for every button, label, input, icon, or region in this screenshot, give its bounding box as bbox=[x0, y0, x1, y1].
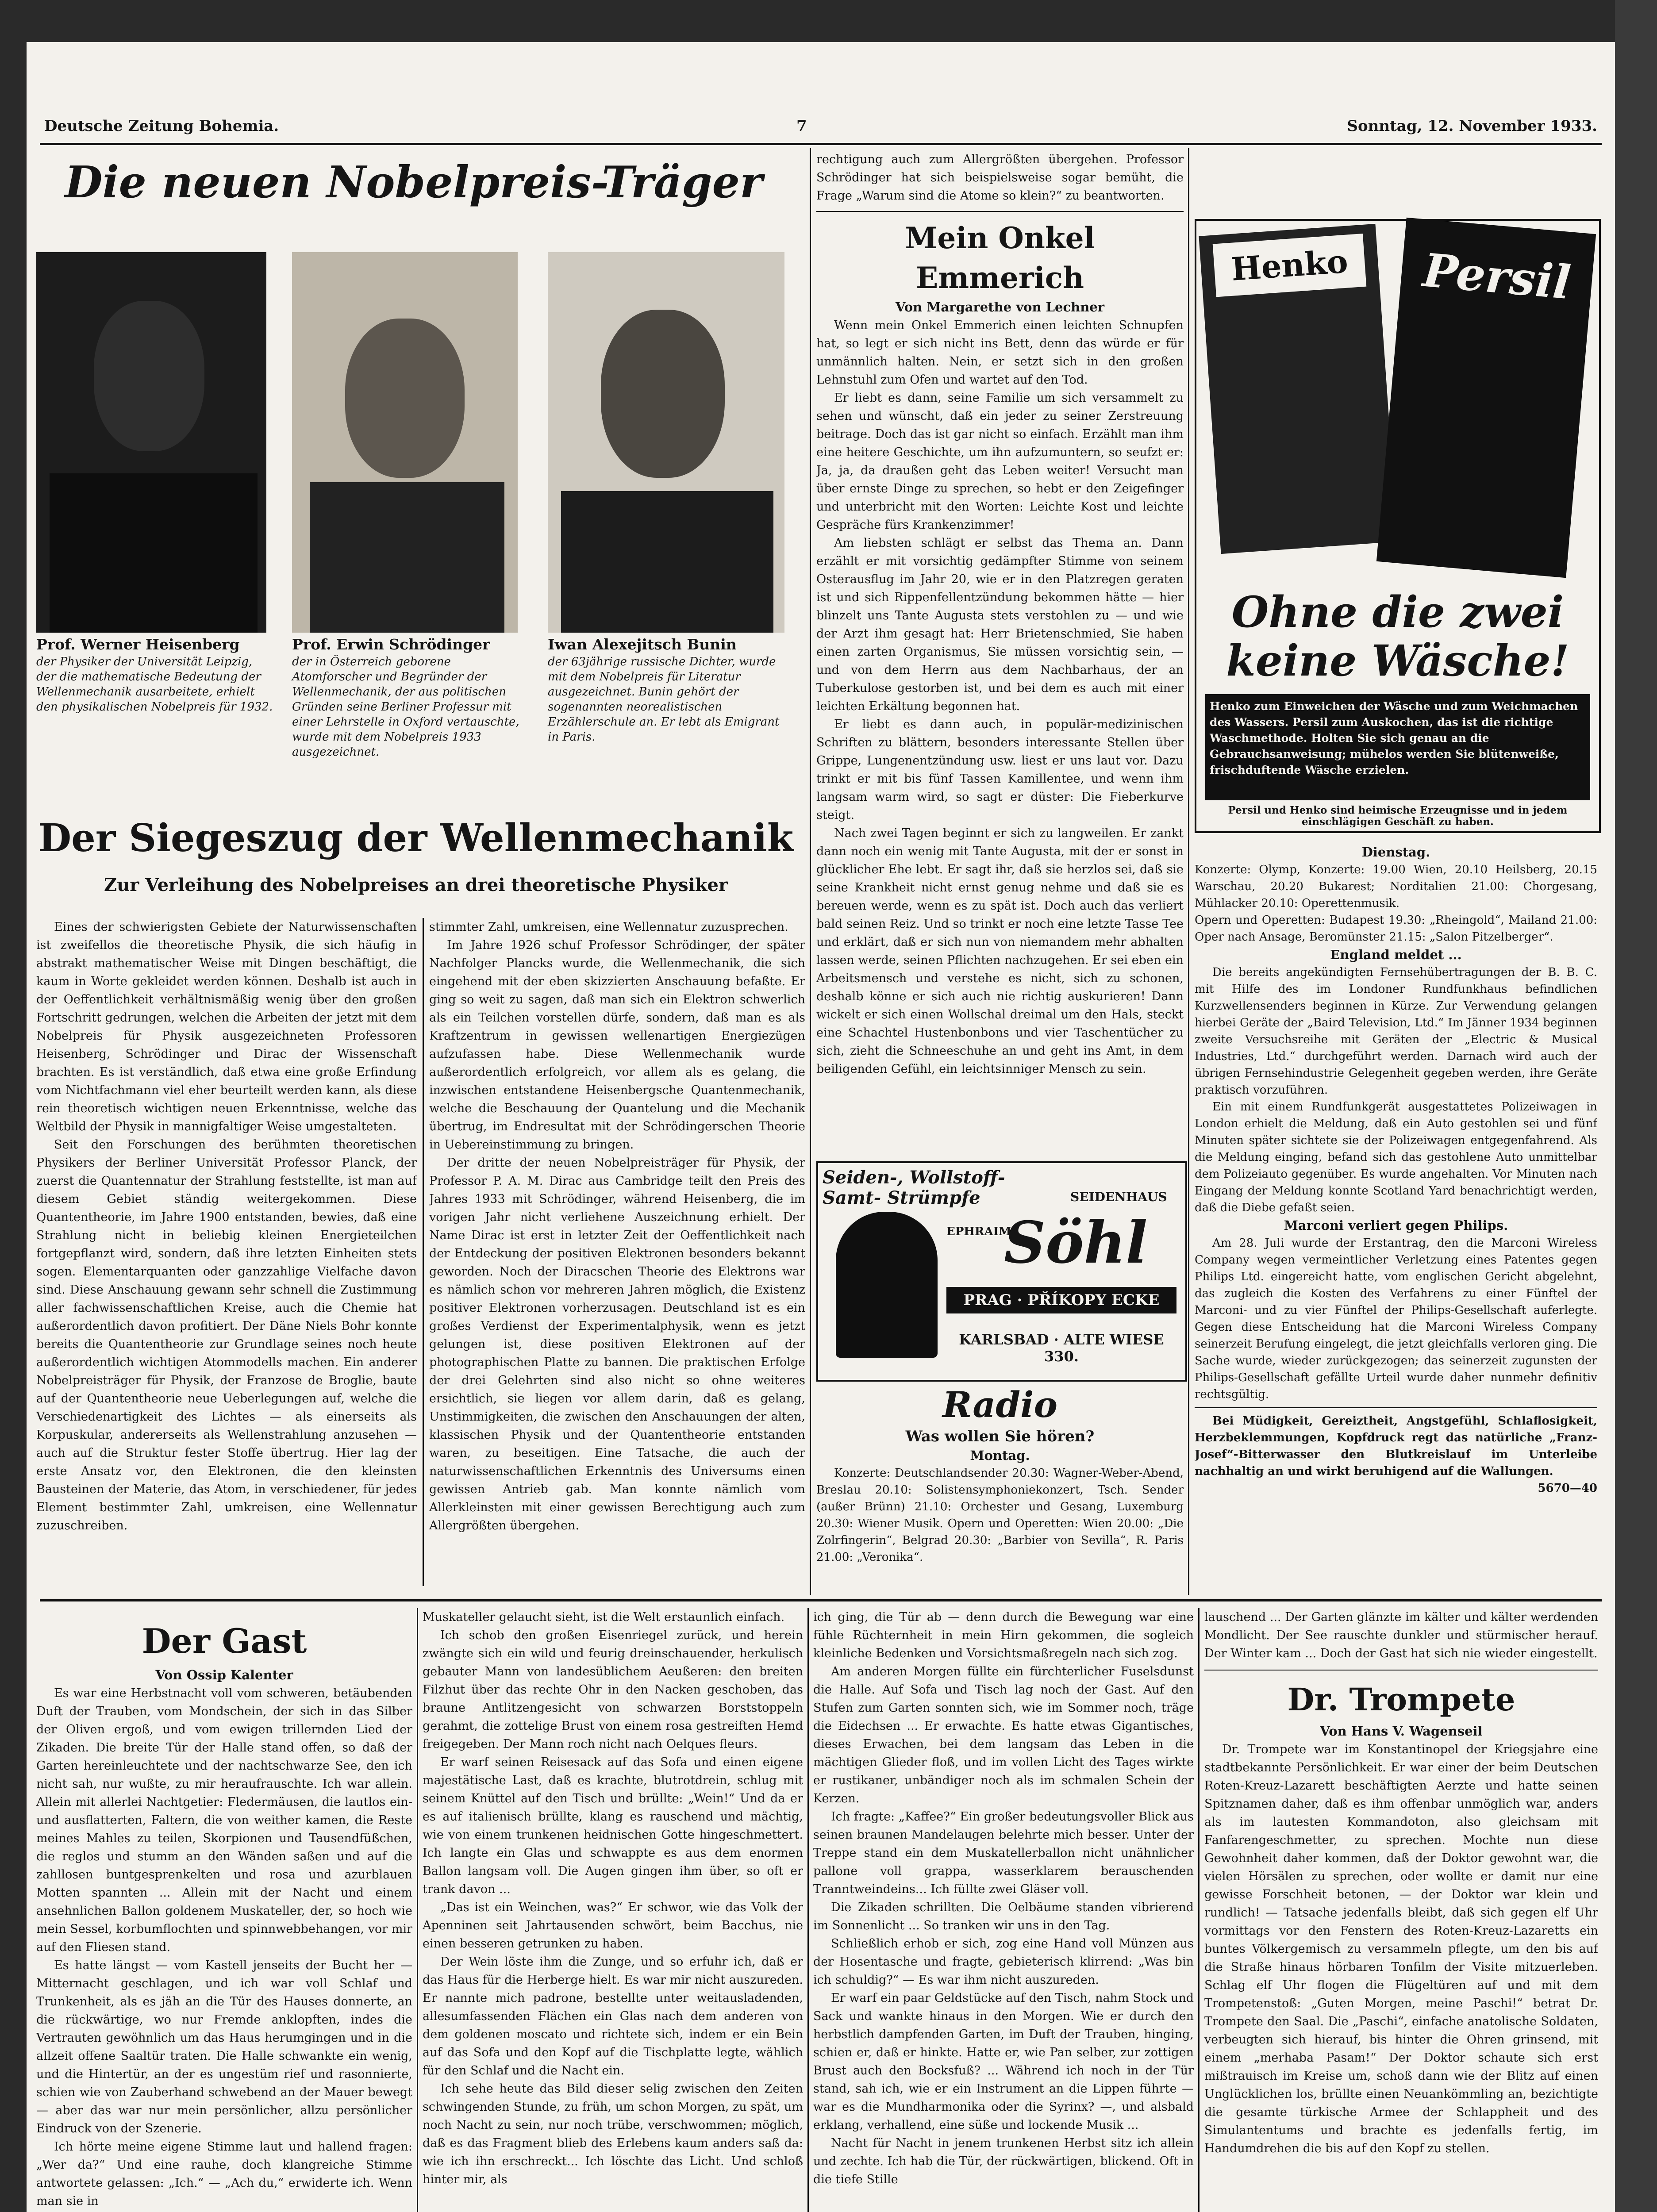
gast-column-2: Muskateller gelaucht sieht, ist die Welt erstaunlich einfach. Ich schob den großen Eisenriegel zurück, und herein zwängte sich ein wild und feurig dreinschauender, herkulisch gebauter Mann von landesüblichem Aeußeren: den breiten Filzhut über das rechte Ohr in den Nacken geschoben, das braune Antlitzengesicht von schwarzen Borststoppeln gerahmt, die zottelige Brust von einem rosa gestreiften Hemd freigegeben. Der Mann roch nicht nach Oelques fleurs. Er warf seinen Reisesack auf das Sofa und einen eigene majestätische Last, daß es krachte, blutrotdrein, schlug mit seinem Knüttel auf den Tisch und brüllte: „Wein!“ Und da er es auf italienisch brüllte, klang es rauschend und mächtig, wie von einem trunkenen heidnischen Gotte hingeschmettert. Ich langte ein Glas und schwappte es aus dem enormen Ballon langsam voll. Die Augen gingen ihm über, so oft er trank davon ... „Das ist ein Weinchen, was?“ Er schwor, wie das Volk der Apenninen seit Jahrtausenden schwört, beim Bacchus, nie einen besseren getrunken zu haben. Der Wein löste ihm die Zunge, und so erfuhr ich, daß er das Haus für die Herberge hielt. Es war mir nicht auszureden. Er nannte mich padrone, bestellte unter weitausladenden, allesumfassenden Flächen ein Glas nach dem anderen von dem goldenen moscato und richtete sich, indem er ein Bein auf das Sofa und den Kopf auf die Tischplatte legte, wählich für den Schlaf und die Nacht ein. Ich sehe heute das Bild dieser selig zwischen den Zeiten schwingenden Stunde, zu früh, um schon Morgen, zu spät, um noch Nacht zu sein, nur noch trübe, verschwommen; möglich, daß es das Fragment blieb des Erlebens kaum anders saß da: wie ich ihn erschreckt... Ich löschte das Licht. Und schloß hinter mir, als bbox=[423, 1610, 803, 2186]
radio-day: Montag. bbox=[970, 1448, 1030, 1463]
radio-column: Radio Was wollen Sie hören? Montag. Konzerte: Deutschlandsender 20.30: Wagner-Weber-Abend, Breslau 20.10: Solistensymphoniekonzert, Tsch. Sender (außer Brünn) 21.10: Orchester und Gesang, Luxemburg 20.30: Wiener Musik. Opern und Operetten: Wien 20.00: „Die Zolrfingerin“, Belgrad 20.30: „Barbier von Sevilla“, R. Paris 21.00: „Veronika“. bbox=[816, 1382, 1184, 1595]
soehl-advertisement[interactable] bbox=[816, 1161, 1187, 1382]
column-rule bbox=[1198, 1608, 1199, 2212]
soehl-ephraim: EPHRAIM bbox=[946, 1225, 1011, 1238]
newspaper-page bbox=[27, 42, 1615, 2212]
header-date: Sonntag, 12. November 1933. bbox=[1347, 117, 1597, 135]
persil-advertisement[interactable] bbox=[1195, 219, 1601, 833]
henko-package bbox=[1199, 224, 1397, 554]
column-rule bbox=[423, 918, 424, 1586]
photo-heisenberg bbox=[36, 252, 266, 633]
nobel-title: Die neuen Nobelpreis-Träger bbox=[65, 157, 763, 208]
note-code: 5670—40 bbox=[1538, 1482, 1597, 1495]
persil-slogan: Ohne die zwei keine Wäsche! bbox=[1226, 587, 1569, 686]
trompete-author: Von Hans V. Wagenseil bbox=[1320, 1724, 1483, 1739]
siegeszug-column-1: Eines der schwierigsten Gebiete der Naturwissenschaften ist zweifellos die theoretische Physik, die sich häufig in abstrakt mathematischer Weise mit Dingen beschäftigt, die kaum in Worte gekleidet werden können. Deshalb ist auch in der Oeffentlichkeit verhältnismäßig wenig über den großen Fortschritt gedrungen, welchen die Arbeiten der jetzt mit dem Nobelpreis für Physik ausgezeichneten Professoren Heisenberg, Schrödinger und Dirac der Wissenschaft brachten. Es ist verständlich, daß etwa eine große Erfindung vom Nichtfachmann viel eher beurteilt werden kann, als diese rein theoretisch wichtigen neuen Erkenntnisse, welche das Weltbild der Physik in mannigfaltiger Weise umgestalteten. Seit den Forschungen des berühmten theoretischen Physikers der Berliner Universität Professor Planck, der zuerst die Quantennatur der Strahlung feststellte, ist man auf diesem Gebiet ständig weitergekommen. Diese Quantentheorie, im Jahre 1900 entstanden, bewies, daß eine Strahlung nicht in beliebig kleinen Energieteilchen fortgepflanzt wird, sondern, daß ihre letzten Einheiten stets sogen. Elementarquanten oder ganzzahlige Vielfache davon sind. Diese Anschauung gewann sehr schnell die Zustimmung aller fachwissenschaftlichen Kreise, auch die Chemie hat außerordentlich davon profitiert. Der Däne Niels Bohr konnte bereits die Quantentheorie zur Grundlage seines noch heute außerordentlich wichtigen Atommodells machen. Ein anderer Nobelpreisträger für Physik, der Franzose de Broglie, baute auf der Quantentheorie neue Ueberlegungen auf, welche die Verschiedenartigkeit des Lichtes — als einerseits als Korpuskular, andererseits als Wellenstrahlung anzusehen — auch auf die Struktur fester Stoffe übertrug. Hier lag der erste Ansatz vor, den Elektronen, die den kleinsten Bausteinen der Materie, das Atom, in verschiedener, für jedes Element bestimmter Zahl, umkreisen, eine Wellennatur zuzuschreiben. bbox=[36, 920, 417, 1532]
section-rule bbox=[40, 1599, 1602, 1601]
soehl-products: Seiden-, Wollstoff- Samt- Strümpfe bbox=[823, 1167, 1005, 1208]
gast-author: Von Ossip Kalenter bbox=[155, 1667, 293, 1682]
column-rule bbox=[417, 1608, 418, 2212]
siegeszug-subtitle: Zur Verleihung des Nobelpreises an drei theoretische Physiker bbox=[104, 875, 728, 895]
caption-bunin: Iwan Alexejitsch Bunin der 63jährige russische Dichter, wurde mit dem Nobelpreis für Literatur ausgezeichnet. Bunin gehört der sogenannten neorealistischen Erzählerschule an. Er lebt als Emigrant in Paris. bbox=[548, 636, 780, 744]
caption-heisenberg: Prof. Werner Heisenberg der Physiker der Universität Leipzig, der die mathematische Bedeutung der Wellenmechanik ausarbeitete, erhielt den physikalischen Nobelpreis für 1932. bbox=[36, 636, 273, 714]
soehl-seidenhaus: SEIDENHAUS bbox=[1070, 1190, 1167, 1204]
tuesday-heading: Dienstag. bbox=[1361, 845, 1430, 860]
persil-footer: Persil und Henko sind heimische Erzeugnisse und in jedem einschlägigen Geschäft zu haben. bbox=[1228, 804, 1568, 828]
soehl-prague-address: PRAG · PŘÍKOPY ECKE MÜSTEK bbox=[946, 1287, 1176, 1313]
header-rule bbox=[40, 143, 1602, 145]
scan-edge bbox=[1615, 0, 1657, 2212]
onkel-column: rechtigung auch zum Allergrößten übergehen. Professor Schrödinger hat sich beispielsweise sogar bemüht, die Frage „Warum sind die Atome so klein?“ zu beantworten. Mein Onkel Emmerich Von Margarethe von Lechner Wenn mein Onkel Emmerich einen leichten Schnupfen hat, so legt er sich nicht ins Bett, denn das würde er für unmännlich halten. Nein, er setzt sich in den großen Lehnstuhl zum Ofen und wartet auf den Tod. Er liebt es dann, seine Familie um sich versammelt zu sehen und wünscht, daß ein jeder zu seiner Zerstreuung beitrage. Doch das ist gar nicht so einfach. Erzählt man ihm eine heitere Geschichte, um ihn aufzumuntern, so seufzt er: Ja, ja, da draußen geht das Leben weiter! Versucht man über ernste Dinge zu sprechen, so hebt er den Zeigefinger und unterbricht mit den Worten: Leichte Kost und leichte Gespräche fürs Krankenzimmer! Am liebsten schlägt er selbst das Thema an. Dann erzählt er mit vorsichtig gedämpfter Stimme von seinem Osterausflug im Jahr 20, wie er in den Platzregen geraten ist und sich Rippenfellentzündung bekommen hätte — hier blinzelt uns Tante Augusta stets verstohlen zu — und wie der Arzt ihm gesagt hat: Herr Brietenschmied, Sie haben einen zarten Organismus, Sie müssen vorsichtig sein, — und von dem Herrn aus dem Nachbarhaus, der an Tuberkulose gestorben ist, und bei dem es auch mit einer leichten Erkältung begonnen hat. Er liebt es dann auch, in populär-medizinischen Schriften zu blättern, besonders interessante Stellen über Grippe, Lungenentzündung usw. liest er uns laut vor. Dazu trinkt er mit bis fünf Tassen Kamillentee, und wenn ihm langsam warm wird, so sagt er düster: Die Fieberkurve steigt. Nach zwei Tagen beginnt er sich zu langweilen. Er zankt dann noch ein wenig mit Tante Augusta, mit der er sonst in glücklicher Ehe lebt. Er sagt ihr, daß sie herzlos sei, daß sie seine Krankheit nicht ernst genug nehme und daß sie es bereuen werde, wenn es zu spät ist. Doch auch das verliert bald seinen Reiz. Und so trinkt er noch eine letzte Tasse Tee und erklärt, daß er sich nun von niemandem mehr abhalten lassen werde, seinen Pflichten nachzugehen. Er sei eben ein Arbeitsmensch und verstehe es nicht, sich zu schonen, deshalb könne er sich auch nie richtig auskurieren! Dann wickelt er sich einen Wollschal dreimal um den Hals, steckt eine Schachtel Hustenbonbons und vier Taschentücher zu sich, zieht die Schneeschuhe an und geht ins Amt, in dem beiligenden Gefühl, ein leichtsinniger Mensch zu sein. bbox=[816, 153, 1184, 1076]
soehl-karlsbad-address: KARLSBAD · ALTE WIESE 330. bbox=[959, 1331, 1164, 1365]
trompete-title: Dr. Trompete bbox=[1287, 1681, 1515, 1718]
henko-brand: Henko bbox=[1213, 234, 1367, 297]
gast-column-4: lauschend ... Der Garten glänzte im kälter und kälter werdenden Mondlicht. Der See rauschte dunkler und stürmischer herauf. Der Winter kam ... Doch der Gast hat sich nie wieder eingestellt. Dr. Trompete Von Hans V. Wagenseil Dr. Trompete war im Konstantinopel der Kriegsjahre eine stadtbekannte Persönlichkeit. Er war einer der beim Deutschen Roten-Kreuz-Lazarett beschäftigten Aerzte und hatte seinen Spitznamen daher, daß es ihm offenbar unmöglich war, anders als im lautesten Kommandoton, also gleichsam mit Fanfarengeschmetter, zu sprechen. Mochte nun diese Gewohnheit daher kommen, daß der Doktor gewohnt war, die vielen Hörsälen zu sprechen, oder wollte er damit nur eine gewisse Forschheit betonen, — der Doktor war klein und rundlich! — Tatsache jedenfalls bleibt, daß sich gegen elf Uhr vormittags vor den Fenstern des Roten-Kreuz-Lazaretts ein buntes Völkergemisch zu versammeln pflegte, um den bis auf die Straße hinaus hörbaren Tonfilm der Visite mitzuerleben. Schlag elf Uhr flogen die Flügeltüren auf und mit dem Trompetenstoß: „Guten Morgen, meine Paschi!“ betrat Dr. Trompete den Saal. Die „Paschi“, einfache anatolische Soldaten, verbeugten sich hierauf, bis hinter die Ohren grinsend, mit einem „merhaba Pasam!“ Der Doktor schaute sich erst mißtrauisch im Kreise um, schoß dann wie der Blitz auf einen Unglücklichen los, brüllte einen Neuankömmling an, bezichtigte die gesamte türkische Armee der Schlappheit und des Simulantentums und brachte es jedenfalls fertig, im Handumdrehen die bis auf den Kopf zu stellen. bbox=[1204, 1610, 1598, 2155]
radio-news-column: Dienstag. Konzerte: Olymp, Konzerte: 19.00 Wien, 20.10 Heilsberg, 20.15 Warschau, 20.20 Bukarest; Norditalien 21.00: Chorgesang, Mühlacker 20.10: Operettenmusik. Opern und Operetten: Budapest 19.30: „Rheingold“, Mailand 21.00: Oper nach Ansage, Beromünster 21.15: „Salon Pitzelberger“. England meldet ... Die bereits angekündigten Fernsehübertragungen der B. B. C. mit Hilfe des im Londoner Rundfunkhaus befindlichen Kurzwellensenders beginnen in Kürze. Zur Verwendung gelangen hierbei Geräte der „Baird Television, Ltd.“ Im Jänner 1934 beginnen zweite Versuchsreihe mit Geräten der „Electric & Musical Industries, Ltd.“ durchgeführt werden. Darnach wird auch der übrigen Fernsehindustrie Gelegenheit gegeben werden, ihre Geräte praktisch vorzuführen. Ein mit einem Rundfunkgerät ausgestattetes Polizeiwagen in London erhielt die Meldung, daß ein Auto gestohlen sei und fünf Minuten später sichtete sie der Polizeiwagen entgegenfahrend. Als die Meldung einging, befand sich das gestohlene Auto unmittelbar dem Polizeiauto gegenüber. Es wurde angehalten. Vor Minuten nach Eingang der Meldung konnte Scotland Yard benachrichtigt werden, daß die Diebe gefaßt seien. Marconi verliert gegen Philips. Am 28. Juli wurde der Erstantrag, den die Marconi Wireless Company wegen vermeintlicher Verletzung eines Patentes gegen Philips Ltd. eingereicht hatte, vom englischen Gericht abgelehnt, das zugleich die Kosten des Verfahrens zu einer Fünftel der Marconi- und zu vier Fünftel der Philips-Gesellschaft auferlegte. Gegen diese Entscheidung hat die Marconi Wireless Company seinerzeit Berufung eingelegt, die jetzt gleichfalls verloren ging. Die Sache wurde, wieder zurückgezogen; das seinerzeit zugunsten der Philips-Gesellschaft gefällte Urteil wurde daher nunmehr definitiv rechtsgültig. Bei Müdigkeit, Gereiztheit, Angstgefühl, Schlaflosigkeit, Herzbeklemmungen, Kopfdruck regt das natürliche „Franz-Josef“-Bitterwasser den Blutkreislauf im Unterleibe nachhaltig an und wirkt beruhigend auf die Wallungen. 5670—40 bbox=[1195, 843, 1597, 1595]
siegeszug-column-2: stimmter Zahl, umkreisen, eine Wellennatur zuzusprechen. Im Jahre 1926 schuf Professor Schrödinger, der später Nachfolger Plancks wurde, die Wellenmechanik, die sich eingehend mit der eben skizzierten Anschauung befaßte. Er ging so weit zu sagen, daß man sich ein Elektron schwerlich als ein Teilchen vorstellen dürfe, sondern, daß man es als Kraftzentrum in gewissen wellenartigen Energiezügen aufzufassen habe. Diese Wellenmechanik wurde außerordentlich erfolgreich, vor allem als es gelang, die inzwischen entstandene Heisenbergsche Quantenmechanik, welche die Beschauung der Quantelung und die Mechanik übertrug, im Endresultat mit der Schrödingerschen Theorie in Uebereinstimmung zu bringen. Der dritte der neuen Nobelpreisträger für Physik, der Professor P. A. M. Dirac aus Cambridge teilt den Preis des Jahres 1933 mit Schrödinger, während Heisenberg, die im vorigen Jahr nicht verliehene Auszeichnung erhielt. Der Name Dirac ist erst in letzter Zeit der Oeffentlichkeit nach der Entdeckung der positiven Elektronen besonders bekannt geworden. Noch der Diracschen Theorie des Elektrons war es nämlich schon vor mehreren Jahren möglich, die Existenz positiver Elektronen vorherzusagen. Deutschland ist es ein großes Verdienst der Experimentalphysik, wenn es jetzt gelungen ist, diese positiven Elektronen auf der photographischen Platte zu bannen. Die praktischen Erfolge der drei Gelehrten sind also nicht so ohne weiteres ersichtlich, sie liegen vor allem darin, daß es gelang, Unstimmigkeiten, die zwischen den Anschauungen der alten, klassischen Physik und der Quantentheorie entstanden waren, zu beseitigen. Eine Tatsache, die auch der naturwissenschaftlichen Erkenntnis des Universums einen gewissen Antrieb gab. Man konnte nämlich vom Allerkleinsten mit einer gewissen Berechtigung auch zum Allergrößten übergehen. bbox=[429, 920, 805, 1532]
header-page-number: 7 bbox=[796, 117, 807, 135]
soehl-logo bbox=[836, 1212, 938, 1358]
caption-schroedinger: Prof. Erwin Schrödinger der in Österreich geborene Atomforscher und Begründer der Wellenmechanik, der aus politischen Gründen seine Berliner Professur mit einer Lehrstelle in Oxford vertauschte, wurde mit dem Nobelpreis 1933 ausgezeichnet. bbox=[292, 636, 519, 759]
persil-brand: Persil bbox=[1421, 242, 1573, 310]
persil-instructions: Henko zum Einweichen der Wäsche und zum Weichmachen des Wassers. Persil zum Auskochen, das ist die richtige Waschmethode. Holten Sie sich genau an die Gebrauchsanweisung; mühelos werden Sie blütenweiße, frischduftende Wäsche erzielen. bbox=[1205, 694, 1590, 800]
column-rule bbox=[810, 148, 811, 1595]
radio-subtitle: Was wollen Sie hören? bbox=[905, 1428, 1095, 1445]
radio-title: Radio bbox=[942, 1384, 1057, 1425]
column-rule bbox=[807, 1608, 809, 2212]
photo-schroedinger bbox=[292, 252, 518, 633]
persil-package bbox=[1376, 218, 1596, 578]
onkel-title: Mein Onkel Emmerich bbox=[905, 221, 1095, 295]
onkel-author: Von Margarethe von Lechner bbox=[895, 300, 1105, 315]
gast-column-3: ich ging, die Tür ab — denn durch die Bewegung war eine fühle Rüchternheit in mein Hirn gekommen, die sogleich kleinliche Bedenken und Vorsichtsmaßregeln nach sich zog. Am anderen Morgen füllte ein fürchterlicher Fuselsdunst die Halle. Auf Sofa und Tisch lag noch der Gast. Auf den Stufen zum Garten sonnten sich, wie im Sommer noch, träge die Eidechsen ... Er erwachte. Es hatte etwas Gigantisches, dieses Erwachen, bei dem langsam das Leben in die mächtigen Glieder floß, und im vollen Licht des Tages wirkte er rustikaner, unbändiger noch als im schmalen Schein der Kerzen. Ich fragte: „Kaffee?“ Ein großer bedeutungsvoller Blick aus seinen braunen Mandelaugen belehrte mich besser. Unter der Treppe stand ein dem Muskatellerballon nicht unähnlicher pallone voll grappa, wasserklarem berauschenden Tranntweindeins... Ich füllte zwei Gläser voll. Die Zikaden schrillten. Die Oelbäume standen vibrierend im Sonnenlicht ... So tranken wir uns in den Tag. Schließlich erhob er sich, zog eine Hand voll Münzen aus der Hosentasche und fragte, gebieterisch klirrend: „Was bin ich schuldig?“ — Es war ihm nicht auszureden. Er warf ein paar Geldstücke auf den Tisch, nahm Stock und Sack und wankte hinaus in den Morgen. Wie er durch den herbstlich dampfenden Garten, im Duft der Trauben, hinging, schien er, daß er hinkte. Hatte er, wie Pan selber, zur zottigen Brust auch den Bocksfuß? ... Während ich noch in der Tür stand, sah ich, wie er ein Instrument an die Lippen führte — war es die Mundharmonika oder die Syrinx? —, und alsbald erklang, verhallend, eine süße und lockende Musik ... Nacht für Nacht in jenem trunkenen Herbst sitz ich allein und zechte. Ich hab die Tür, der rückwärtigen, blickend. Oft in die tiefe Stille bbox=[813, 1610, 1194, 2186]
england-heading: England meldet ... bbox=[1330, 947, 1462, 962]
gast-title: Der Gast bbox=[142, 1621, 307, 1661]
marconi-heading: Marconi verliert gegen Philips. bbox=[1284, 1218, 1508, 1233]
header-newspaper: Deutsche Zeitung Bohemia. bbox=[44, 117, 279, 135]
photo-bunin bbox=[548, 252, 784, 633]
page-header bbox=[44, 117, 1597, 144]
siegeszug-title: Der Siegeszug der Wellenmechanik bbox=[38, 816, 794, 860]
gast-column-1: Der Gast Von Ossip Kalenter Es war eine Herbstnacht voll vom schweren, betäubenden Duft der Trauben, vom Mondschein, der sich in das Silber der Oliven ergoß, und vom ewigen trillernden Lied der Zikaden. Die breite Tür der Halle stand offen, so daß der Garten hereinleuchtete und der nachtschwarze See, den ich nicht sah, nur wußte, zu mir heraufrauschte. Ich war allein. Allein mit allerlei Nachtgetier: Fledermäusen, die lautlos ein- und ausflatterten, Faltern, die von weither kamen, die Reste meines Mahles zu teilen, Skorpionen und Tausendfüßchen, die reglos und stumm an den Wänden saßen und auf die zahllosen buntgesprenkelten und rosa und azurblauen Motten spannten ... Allein mit der Nacht und einem ansehnlichen Ballon goldenem Muskateller, der, so hoch wie mein Sessel, korbumflochten und spinnwebbehangen, vor mir auf den Fliesen stand. Es hatte längst — vom Kastell jenseits der Bucht her — Mitternacht geschlagen, und ich war voll Schlaf und Trunkenheit, als es jäh an die Tür des Hauses donnerte, an die rückwärtige, wo nur Fremde anklopften, indes die Vertrauten gewöhnlich um das Haus herumgingen und in die allzeit offene Saaltür traten. Die Halle schwankte ein wenig, und die Hintertür, an der es ungestüm rief und rasonnierte, schien wie von Zauberhand schwebend an der Mauer bewegt — aber das war nur mein persönlicher, allzu persönlicher Eindruck von der Szenerie. Ich hörte meine eigene Stimme laut und hallend fragen: „Wer da?“ Und eine rauhe, doch klangreiche Stimme antwortete gelassen: „Ich.“ — „Ach du,“ erwiderte ich. Wenn man sie in bbox=[36, 1608, 412, 2212]
soehl-name: Söhl bbox=[1004, 1209, 1148, 1276]
column-rule bbox=[1188, 148, 1189, 1595]
